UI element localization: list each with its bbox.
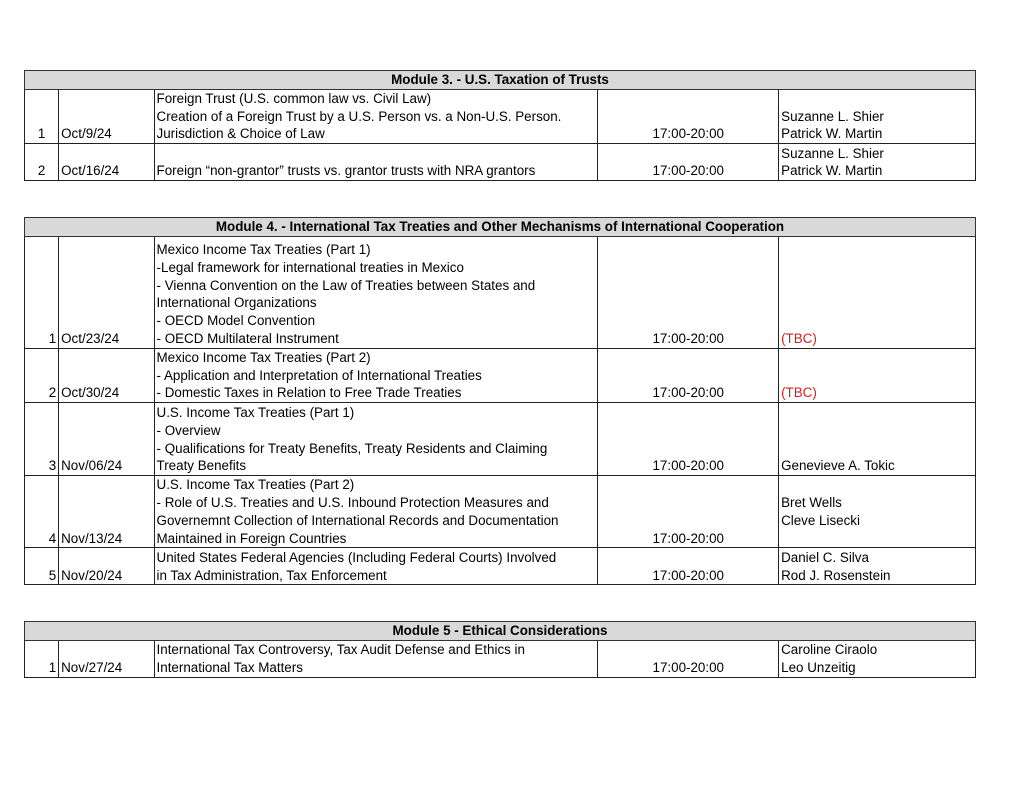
session-number: 1 bbox=[25, 236, 59, 348]
topic-line: Mexico Income Tax Treaties (Part 1) bbox=[156, 242, 371, 258]
module-5-table bbox=[24, 621, 976, 678]
session-row bbox=[25, 236, 976, 348]
speaker-name: Suzanne L. Shier bbox=[781, 108, 884, 124]
speaker-name: Leo Unzeitig bbox=[781, 660, 856, 675]
module-4-table bbox=[24, 217, 976, 585]
session-row bbox=[25, 640, 976, 677]
session-number: 5 bbox=[25, 548, 59, 585]
session-date: Nov/20/24 bbox=[59, 548, 154, 585]
topic-line: - Qualifications for Treaty Benefits, Treaty Residents and Claiming bbox=[156, 440, 548, 456]
topic-line: Governemnt Collection of International Records and Documentation bbox=[156, 512, 559, 528]
topic-line: - OECD Multilateral Instrument bbox=[156, 331, 339, 346]
speaker-name: Daniel C. Silva bbox=[781, 549, 869, 565]
session-time: 17:00-20:00 bbox=[598, 348, 779, 402]
topic-line: - Application and Interpretation of International Treaties bbox=[156, 367, 482, 383]
session-number: 3 bbox=[25, 403, 59, 476]
session-row bbox=[25, 476, 976, 548]
session-topic bbox=[154, 348, 598, 402]
session-number: 2 bbox=[25, 348, 59, 402]
session-speakers bbox=[779, 403, 976, 476]
speaker-tbc: (TBC) bbox=[781, 385, 817, 401]
speaker-name: Caroline Ciraolo bbox=[781, 642, 878, 658]
topic-line: - Domestic Taxes in Relation to Free Trade Treaties bbox=[156, 385, 462, 401]
session-topic bbox=[154, 403, 598, 476]
session-speakers bbox=[779, 476, 976, 548]
topic-line: United States Federal Agencies (Including Federal Courts) Involved bbox=[156, 549, 557, 565]
session-time: 17:00-20:00 bbox=[598, 403, 779, 476]
speaker-name: Patrick W. Martin bbox=[781, 126, 883, 142]
speaker-name: Genevieve A. Tokic bbox=[781, 458, 895, 474]
topic-line: Jurisdiction & Choice of Law bbox=[156, 126, 325, 142]
topic-line: Treaty Benefits bbox=[156, 458, 247, 474]
session-topic bbox=[154, 640, 598, 677]
speaker-name: Patrick W. Martin bbox=[781, 163, 883, 179]
session-date: Oct/23/24 bbox=[59, 236, 154, 348]
topic-line: Maintained in Foreign Countries bbox=[156, 530, 347, 546]
session-time: 17:00-20:00 bbox=[598, 548, 779, 585]
speaker-name: Cleve Lisecki bbox=[781, 512, 860, 528]
session-topic bbox=[154, 144, 598, 181]
session-speakers bbox=[779, 144, 976, 181]
session-speakers bbox=[779, 548, 976, 585]
module-title: Module 4. - International Tax Treaties and Other Mechanisms of International Cooperation bbox=[25, 218, 976, 237]
session-row bbox=[25, 144, 976, 181]
session-topic bbox=[154, 236, 598, 348]
session-speakers bbox=[779, 236, 976, 348]
session-time: 17:00-20:00 bbox=[598, 640, 779, 677]
session-time: 17:00-20:00 bbox=[598, 236, 779, 348]
module-title: Module 5 - Ethical Considerations bbox=[25, 622, 976, 641]
session-date: Oct/16/24 bbox=[59, 144, 154, 181]
session-time: 17:00-20:00 bbox=[598, 144, 779, 181]
speaker-name: Suzanne L. Shier bbox=[781, 145, 884, 161]
module-3-table bbox=[24, 70, 976, 181]
speaker-name: Rod J. Rosenstein bbox=[781, 567, 891, 583]
session-row bbox=[25, 348, 976, 402]
session-date: Oct/9/24 bbox=[59, 89, 154, 143]
topic-line: - OECD Model Convention bbox=[156, 313, 316, 329]
session-time: 17:00-20:00 bbox=[598, 476, 779, 548]
session-time: 17:00-20:00 bbox=[598, 89, 779, 143]
session-number: 2 bbox=[25, 144, 59, 181]
topic-line: - Role of U.S. Treaties and U.S. Inbound Protection Measures and bbox=[156, 494, 549, 510]
topic-line: - Overview bbox=[156, 422, 221, 438]
session-speakers bbox=[779, 348, 976, 402]
session-row bbox=[25, 89, 976, 143]
topic-line: in Tax Administration, Tax Enforcement bbox=[156, 567, 387, 583]
module-title: Module 3. - U.S. Taxation of Trusts bbox=[25, 71, 976, 90]
topic-line: Creation of a Foreign Trust by a U.S. Person vs. a Non-U.S. Person. bbox=[156, 108, 562, 124]
session-topic bbox=[154, 548, 598, 585]
session-date: Oct/30/24 bbox=[59, 348, 154, 402]
topic-line: International Organizations bbox=[156, 295, 317, 311]
session-date: Nov/13/24 bbox=[59, 476, 154, 548]
session-speakers bbox=[779, 89, 976, 143]
session-number: 1 bbox=[25, 640, 59, 677]
session-row bbox=[25, 548, 976, 585]
session-number: 1 bbox=[25, 89, 59, 143]
session-row bbox=[25, 403, 976, 476]
topic-line: Mexico Income Tax Treaties (Part 2) bbox=[156, 349, 371, 365]
speaker-tbc: (TBC) bbox=[781, 331, 817, 346]
session-topic bbox=[154, 89, 598, 143]
topic-line: International Tax Matters bbox=[156, 660, 303, 675]
session-number: 4 bbox=[25, 476, 59, 548]
topic-line: International Tax Controversy, Tax Audit Defense and Ethics in bbox=[156, 642, 525, 658]
topic-line: Foreign Trust (U.S. common law vs. Civil Law) bbox=[156, 90, 432, 106]
session-date: Nov/27/24 bbox=[59, 640, 154, 677]
session-topic bbox=[154, 476, 598, 548]
topic-line: U.S. Income Tax Treaties (Part 2) bbox=[156, 477, 355, 493]
topic-line: - Vienna Convention on the Law of Treaties between States and bbox=[156, 277, 536, 293]
speaker-name: Bret Wells bbox=[781, 494, 842, 510]
topic-line: Foreign “non-grantor” trusts vs. grantor trusts with NRA grantors bbox=[156, 163, 536, 179]
topic-line: -Legal framework for international treaties in Mexico bbox=[156, 259, 464, 275]
session-speakers bbox=[779, 640, 976, 677]
session-date: Nov/06/24 bbox=[59, 403, 154, 476]
topic-line: U.S. Income Tax Treaties (Part 1) bbox=[156, 405, 355, 420]
